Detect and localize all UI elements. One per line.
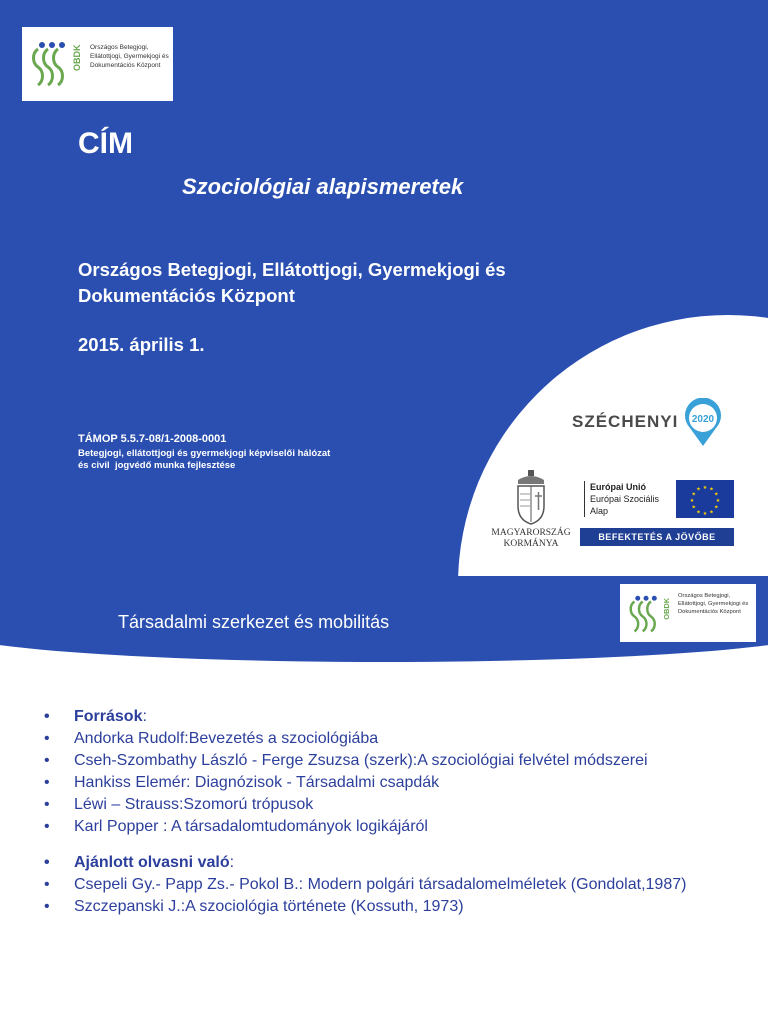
svg-text:★: ★	[709, 509, 714, 516]
obdk-logo	[22, 27, 173, 101]
list-item: • Léwi – Strauss:Szomorú trópusok	[44, 796, 734, 814]
eu-label-line-1: Európai Unió	[590, 482, 646, 492]
slogan-banner: BEFEKTETÉS A JÖVŐBE	[580, 528, 734, 546]
svg-text:★: ★	[691, 504, 696, 511]
svg-text:★: ★	[691, 491, 696, 498]
svg-text:★: ★	[714, 504, 719, 511]
list-item: • Karl Popper : A társadalomtudományok logikájáról	[44, 818, 734, 836]
references-list	[44, 708, 734, 920]
slide-subtitle: Szociológiai alapismeretek	[182, 174, 464, 199]
eu-label-line-2: Európai Szociális	[590, 494, 660, 504]
list-item: • Szczepanski J.:A szociológia története (Kossuth, 1973)	[44, 898, 734, 916]
tamop-description-line-1: Betegjogi, ellátottjogi és gyermekjogi képviselői hálózat	[78, 448, 331, 459]
reading-heading-item: • Ajánlott olvasni való:	[44, 854, 734, 872]
list-item: • Hankiss Elemér: Diagnózisok - Társadalmi csapdák	[44, 774, 734, 792]
slide-title: Társadalmi szerkezet és mobilitás	[118, 612, 390, 632]
svg-text:★: ★	[696, 509, 701, 516]
svg-text:★: ★	[715, 498, 721, 504]
government-label	[486, 528, 576, 550]
szechenyi-2020-pin-icon	[680, 398, 726, 448]
svg-text:★: ★	[689, 498, 695, 504]
szechenyi-label: SZÉCHENYI	[572, 412, 679, 431]
slide-heading: CÍM	[78, 127, 133, 160]
organization-name: Országos Betegjogi, Ellátottjogi, Gyermekjogi és Dokumentációs Központ	[78, 259, 506, 306]
svg-text:★: ★	[709, 486, 714, 493]
svg-text:2020: 2020	[691, 414, 715, 425]
svg-text:★: ★	[702, 485, 708, 491]
government-label-line-1: MAGYARORSZÁG	[491, 528, 571, 538]
svg-text:OBDK: OBDK	[72, 44, 82, 71]
tamop-description-line-2: és civil jogvédő munka fejlesztése	[78, 460, 236, 471]
eu-flag-icon	[676, 480, 734, 518]
list-item: • Cseh-Szombathy László - Ferge Zsuzsa (szerk):A szociológiai felvétel módszerei	[44, 752, 734, 770]
svg-text:★: ★	[714, 491, 719, 498]
eu-label-line-3: Alap	[590, 506, 609, 516]
obdk-logo-small-text: Országos Betegjogi, Ellátottjogi, Gyermekjogi és Dokumentációs Központ	[678, 593, 749, 615]
tamop-description	[78, 448, 408, 472]
list-item: • Csepeli Gy.- Papp Zs.- Pokol B.: Modern polgári társadalomelméletek (Gondolat,1987)	[44, 876, 734, 894]
content-slide	[0, 576, 768, 1024]
sources-heading: Források	[74, 708, 143, 725]
obdk-logo-icon	[28, 35, 88, 93]
svg-text:★: ★	[696, 486, 701, 493]
svg-text:OBDK: OBDK	[662, 597, 672, 620]
presentation-date: 2015. április 1.	[78, 334, 205, 355]
sources-heading-item: • Források:	[44, 708, 734, 726]
svg-text:★: ★	[702, 511, 708, 517]
obdk-logo-small-icon	[624, 590, 678, 638]
eu-label	[584, 481, 659, 517]
obdk-logo-small	[620, 584, 756, 642]
tamop-code: TÁMOP 5.5.7-08/1-2008-0001	[78, 433, 227, 445]
reading-heading: Ajánlott olvasni való	[74, 854, 230, 871]
list-item: • Andorka Rudolf:Bevezetés a szociológiába	[44, 730, 734, 748]
government-label-line-2: KORMÁNYA	[503, 539, 559, 549]
hungarian-crest-icon	[514, 470, 548, 526]
obdk-logo-text: Országos Betegjogi, Ellátottjogi, Gyermekjogi és Dokumentációs Központ	[90, 44, 169, 69]
